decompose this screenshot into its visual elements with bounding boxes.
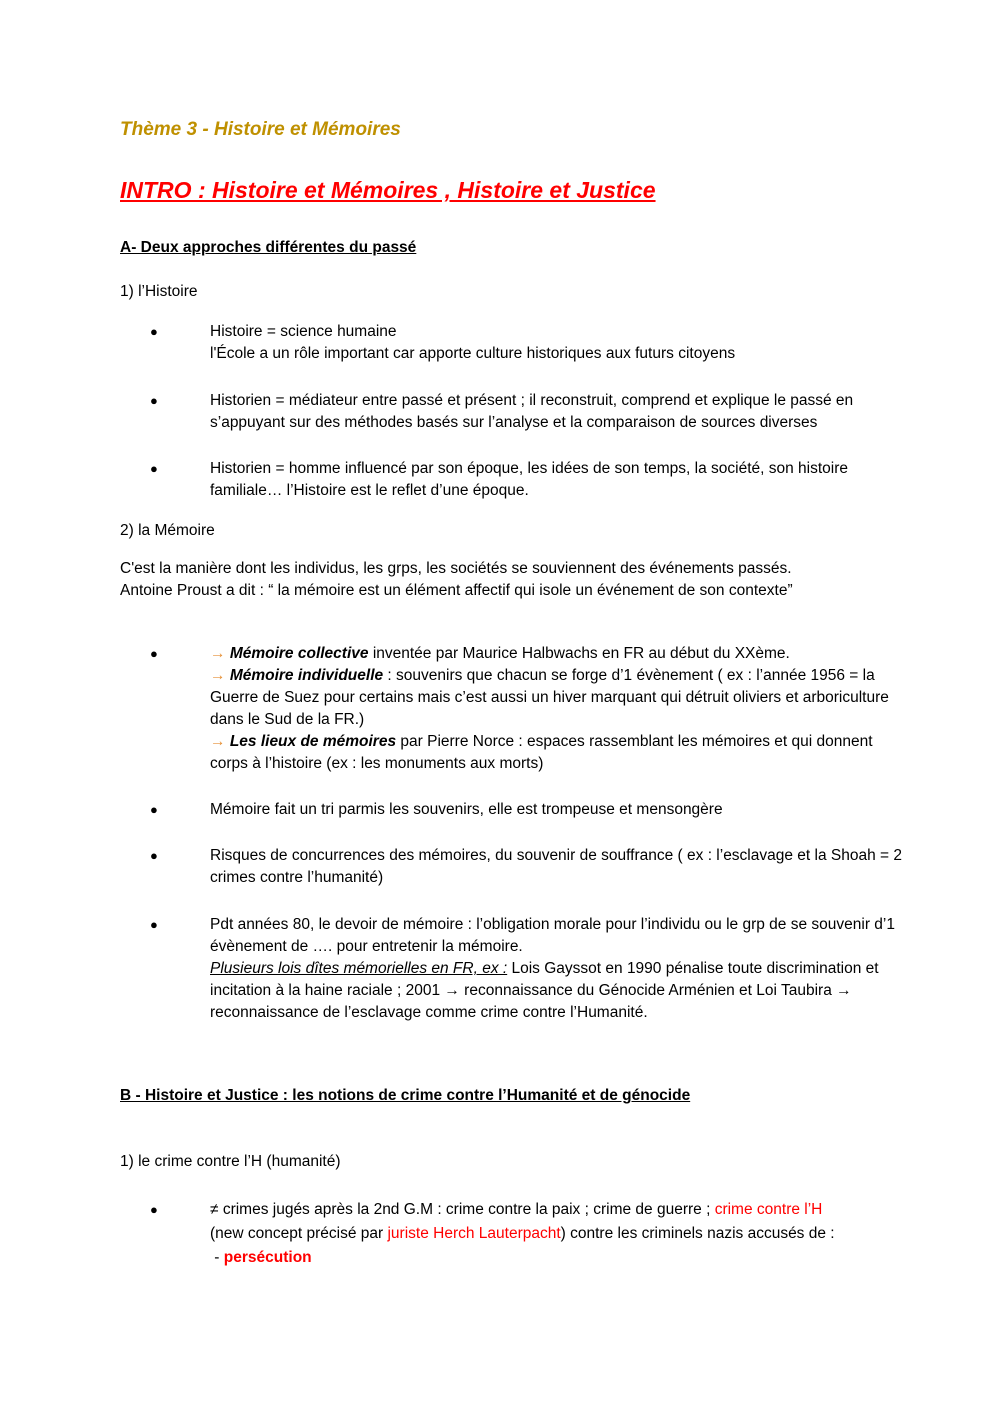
list-item-text: Risques de concurrences des mémoires, du souvenir de souffrance ( ex : l’esclavage et la Shoah = 2 crimes contre l’humanité) <box>210 847 902 886</box>
bullet-icon: ● <box>150 324 158 339</box>
arrow-icon: → <box>210 645 226 662</box>
list-item-text: Histoire = science humaine l'École a un rôle important car apporte culture historiques aux futurs citoyens <box>210 323 736 362</box>
section-b-title: B - Histoire et Justice : les notions de crime contre l’Humanité et de génocide <box>120 1087 691 1104</box>
list-item-text: Historien = médiateur entre passé et présent ; il reconstruit, comprend et explique le passé en s’appuyant sur des méthodes basés sur l’analyse et la comparaison de sources diverses <box>210 392 854 431</box>
section-a-title: A- Deux approches différentes du passé <box>120 239 417 256</box>
bullet-icon: ● <box>150 848 158 863</box>
bullet-icon: ● <box>150 461 158 476</box>
memoire-definition: C'est la manière dont les individus, les grps, les sociétés se souviennent des événements passés. Antoine Proust a dit : “ la mémoire est un élément affectif qui isole un événement de son contexte” <box>120 560 793 599</box>
subsection-histoire: 1) l’Histoire <box>120 283 198 300</box>
intro-title: INTRO : Histoire et Mémoires , Histoire et Justice <box>120 177 656 203</box>
list-item-text: → Mémoire collective inventée par Maurice Halbwachs en FR au début du XXème. → Mémoire individuelle : souvenirs que chacun se forge d’1 évènement ( ex : l’année 1956 = la Guerre de Suez pour certains mais c’est aussi un hiver marquant qui détruit oliviers et arboriculture dans le Sud de la FR.) → Les lieux de mémoires par Pierre Norce : espaces rassemblant les mémoires et qui donnent corps à l’histoire (ex : les monuments aux morts) <box>210 645 889 772</box>
arrow-icon: → <box>210 733 226 750</box>
bullet-icon: ● <box>150 393 158 408</box>
bullet-icon: ● <box>150 917 158 932</box>
list-item-text: Historien = homme influencé par son époque, les idées de son temps, la société, son histoire familiale… l’Histoire est le reflet d’une époque. <box>210 460 849 499</box>
arrow-icon: → <box>210 667 226 684</box>
list-item-text: Pdt années 80, le devoir de mémoire : l’obligation morale pour l’individu ou le grp de se souvenir d’1 évènement de …. pour entretenir la mémoire. Plusieurs lois dîtes mémorielles en FR, ex : Lois Gayssot en 1990 pénalise toute discrimination et incitation à la haine raciale ; 2001 → reconnaissance du Génocide Arménien et Loi Taubira → reconnaissance de l’esclavage comme crime contre l’Humanité. <box>210 916 895 1021</box>
subsection-crime: 1) le crime contre l’H (humanité) <box>120 1153 341 1170</box>
bullet-icon: ● <box>150 1202 158 1217</box>
list-item-text: Mémoire fait un tri parmis les souvenirs, elle est trompeuse et mensongère <box>210 801 723 818</box>
theme-title: Thème 3 - Histoire et Mémoires <box>120 119 401 140</box>
bullet-icon: ● <box>150 802 158 817</box>
subsection-memoire: 2) la Mémoire <box>120 522 215 539</box>
list-item-text: ≠ crimes jugés après la 2nd G.M : crime contre la paix ; crime de guerre ; crime contre l’H (new concept précisé par juriste Herch Lauterpacht) contre les criminels nazis accusés de : - persécution <box>210 1201 835 1266</box>
bullet-icon: ● <box>150 646 158 661</box>
